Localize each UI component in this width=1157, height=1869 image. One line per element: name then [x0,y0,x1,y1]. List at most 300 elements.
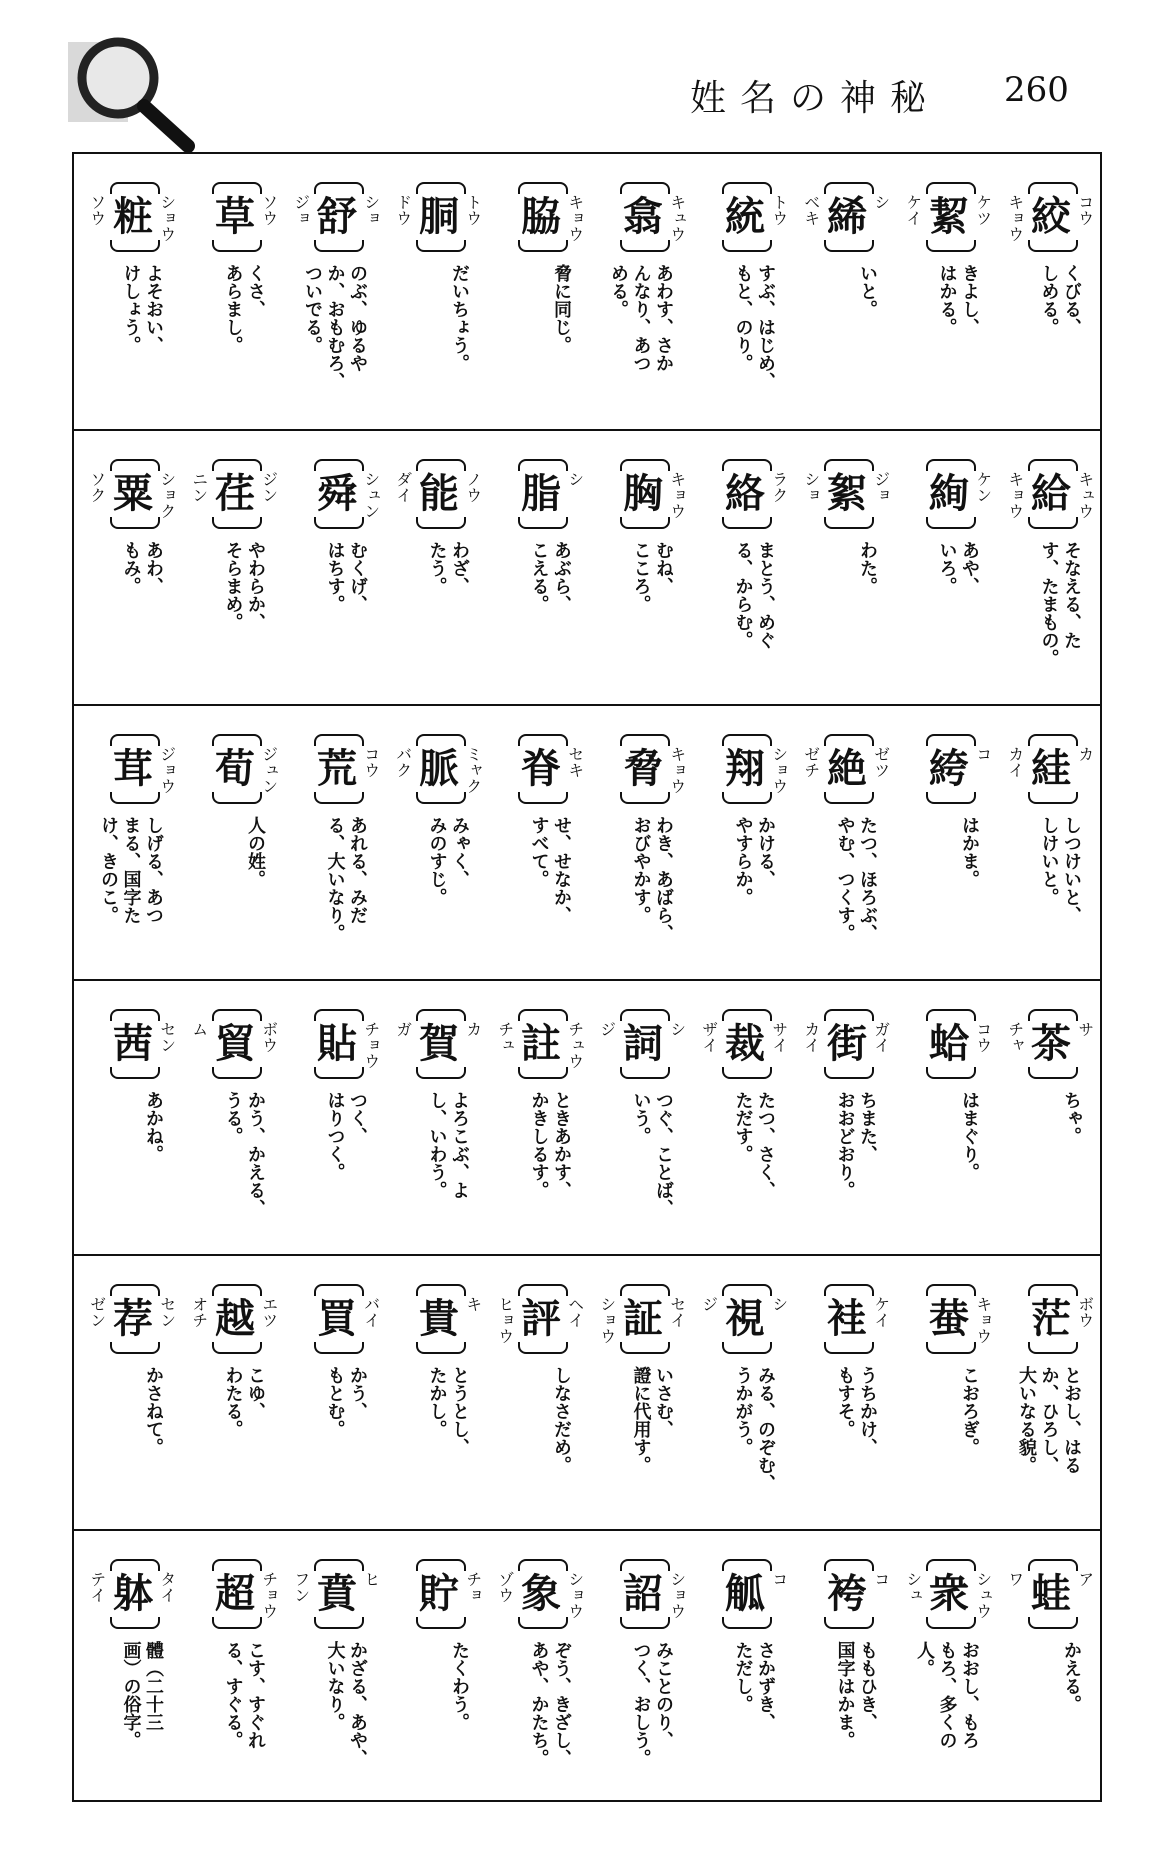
meaning-text: おおし、もろ もろ、多くの 人。 [914,1641,980,1749]
kanji-character: 街 [827,1021,867,1067]
meaning-text: あわ、 もみ。 [120,541,164,595]
meaning-text: 脅に同じ。 [551,264,572,354]
reading-primary: ジン [259,471,279,503]
kanji-bracket [926,459,972,529]
kanji-bracket [722,734,768,804]
magnifier-icon [68,28,208,158]
kanji-bracket [110,734,156,804]
kanji-entry [184,706,285,979]
kanji-entry [796,431,897,704]
reading-primary: バイ [361,1296,381,1328]
kanji-character: 荐 [113,1296,153,1342]
meaning-text: くびる、 しめる。 [1038,264,1082,336]
reading-primary: セイ [667,1296,687,1328]
reading-primary: ショ [361,194,381,226]
reading-primary: キョウ [973,1296,993,1344]
kanji-bracket [722,182,768,252]
kanji-entry [184,1256,285,1529]
kanji-entry [82,1531,183,1804]
kanji-bracket [110,1284,156,1354]
kanji-bracket [620,734,666,804]
kanji-bracket [620,459,666,529]
meaning-text: ぞう、きざし、 あや、かたち。 [528,1641,572,1767]
reading-primary: コ [769,1571,789,1587]
kanji-entry [694,981,795,1254]
kanji-bracket [416,182,462,252]
kanji-bracket [824,459,870,529]
kanji-bracket [926,1559,972,1629]
meaning-text: かける、 やすらか。 [732,816,776,906]
meaning-text: はまぐり。 [959,1091,980,1181]
reading-primary: ヘイ [565,1296,585,1328]
kanji-entry [286,431,387,704]
reading-primary: チョウ [259,1571,279,1619]
reading-primary: シュン [361,471,381,519]
reading-primary: ショウ [667,1571,687,1619]
kanji-bracket [1028,1559,1074,1629]
reading-secondary: ゾウ [495,1571,515,1603]
kanji-character: 觚 [725,1571,765,1617]
kanji-entry [388,1256,489,1529]
reading-secondary: シュ [903,1571,923,1603]
reading-primary: シ [871,194,891,210]
meaning-text: あわす、さか んなり、あつ める。 [608,264,674,372]
kanji-character: 賀 [419,1021,459,1067]
kanji-bracket [416,734,462,804]
reading-primary: ショウ [769,746,789,794]
reading-primary: ソウ [259,194,279,226]
meaning-text: うちかけ、 もすそ。 [834,1366,878,1456]
kanji-bracket [416,459,462,529]
meaning-text: さかずき、 ただし。 [732,1641,776,1731]
kanji-character: 茶 [1031,1021,1071,1067]
kanji-character: 蛬 [929,1296,969,1342]
kanji-entry [796,706,897,979]
reading-primary: ジョ [871,471,891,503]
kanji-character: 袿 [827,1296,867,1342]
meaning-text: やわらか、 そらまめ。 [222,541,266,631]
meaning-text: よそおい、 けしょう。 [120,264,164,354]
meaning-text: はかま。 [959,816,980,888]
meaning-text: たつ、さく、 ただす。 [732,1091,776,1199]
meaning-text: むね、 こころ。 [630,541,674,613]
kanji-character: 蛙 [1031,1571,1071,1617]
meaning-text: 人の姓。 [245,816,266,888]
reading-primary: ノウ [463,471,483,503]
reading-secondary: ドウ [393,194,413,226]
reading-primary: キョウ [667,746,687,794]
entry-row [74,979,1100,1254]
kanji-entry [286,706,387,979]
reading-secondary: ワ [1005,1571,1025,1587]
kanji-entry [388,706,489,979]
meaning-text: ももひき、 国字はかま。 [834,1641,878,1749]
meaning-text: すぶ、はじめ、 もと、のり。 [732,264,776,390]
meaning-text: みことのり、 つく、おしう。 [630,1641,674,1767]
entry-row [74,704,1100,979]
reading-primary: セン [157,1296,177,1328]
kanji-bracket [212,182,258,252]
kanji-bracket [926,1284,972,1354]
kanji-character: 脂 [521,471,561,517]
meaning-text: いと。 [857,264,878,318]
meaning-text: ちゃ。 [1061,1091,1082,1145]
meaning-text: せ、せなか、 すべて。 [528,816,572,924]
reading-primary: コ [871,1571,891,1587]
kanji-character: 給 [1031,471,1071,517]
entry-row [74,154,1100,429]
kanji-character: 貿 [215,1021,255,1067]
meaning-text: あれる、みだ る、大いなり。 [324,816,368,942]
kanji-character: 貼 [317,1021,357,1067]
kanji-bracket [518,459,564,529]
reading-primary: ジョウ [157,746,177,794]
kanji-bracket [824,1559,870,1629]
kanji-bracket [620,182,666,252]
kanji-character: 荒 [317,746,357,792]
kanji-character: 証 [623,1296,663,1342]
kanji-character: 能 [419,471,459,517]
kanji-character: 茫 [1031,1296,1071,1342]
meaning-text: むくげ、 はちす。 [324,541,368,613]
kanji-entry [592,154,693,429]
kanji-character: 統 [725,194,765,240]
page-title: 姓名の神秘 [690,78,941,119]
kanji-bracket [212,1009,258,1079]
kanji-entry [694,154,795,429]
kanji-character: 蛤 [929,1021,969,1067]
reading-primary: カ [463,1021,483,1037]
reading-primary: ゼツ [871,746,891,778]
meaning-text: いさむ、 證に代用す。 [630,1366,674,1474]
reading-primary: コウ [973,1021,993,1053]
kanji-character: 舜 [317,471,357,517]
meaning-text: くさ、 あらまし。 [222,264,266,354]
reading-secondary: カイ [1005,746,1025,778]
kanji-character: 翔 [725,746,765,792]
kanji-character: 荏 [215,471,255,517]
meaning-text: あぶら、 こえる。 [528,541,572,613]
kanji-character: 詞 [623,1021,663,1067]
kanji-entry [592,431,693,704]
kanji-entry [184,154,285,429]
reading-primary: ヒ [361,1571,381,1587]
kanji-bracket [722,1559,768,1629]
kanji-character: 脊 [521,746,561,792]
reading-secondary: ヒョウ [495,1296,515,1344]
kanji-character: 袴 [827,1571,867,1617]
kanji-entry [286,981,387,1254]
reading-primary: ジュン [259,746,279,794]
meaning-text: かう、 もとむ。 [324,1366,368,1438]
reading-secondary: ベキ [801,194,821,226]
kanji-entry [694,1256,795,1529]
kanji-character: 越 [215,1296,255,1342]
kanji-bracket [1028,182,1074,252]
kanji-bracket [824,1009,870,1079]
meaning-text: かう、かえる、 うる。 [222,1091,266,1217]
meaning-text: ときあかす、 かきしるす。 [528,1091,572,1199]
kanji-entry [796,154,897,429]
reading-primary: ガイ [871,1021,891,1053]
kanji-entry [184,431,285,704]
kanji-character: 超 [215,1571,255,1617]
kanji-entry [1000,1531,1101,1804]
meaning-text: のぶ、ゆるや か、おもむろ、 ついでる。 [302,264,368,390]
entry-row [74,1254,1100,1529]
reading-secondary: オチ [189,1296,209,1328]
kanji-bracket [926,1009,972,1079]
kanji-character: 粟 [113,471,153,517]
reading-primary: ケイ [871,1296,891,1328]
meaning-text: つく、 はりつく。 [324,1091,368,1181]
reading-primary: トウ [463,194,483,226]
meaning-text: みる、のぞむ、 うかがう。 [732,1366,776,1492]
meaning-text: あや、 いろ。 [936,541,980,595]
kanji-bracket [212,459,258,529]
kanji-character: 荀 [215,746,255,792]
kanji-bracket [1028,1009,1074,1079]
kanji-entry [490,1256,591,1529]
reading-secondary: ショ [801,471,821,503]
kanji-bracket [620,1284,666,1354]
kanji-character: 躰 [113,1571,153,1617]
reading-secondary: チュ [495,1021,515,1053]
kanji-entry [898,1256,999,1529]
reading-primary: チョウ [361,1021,381,1069]
kanji-entry [1000,154,1101,429]
kanji-entry [592,1531,693,1804]
kanji-entry [82,981,183,1254]
kanji-character: 絝 [929,746,969,792]
kanji-character: 脅 [623,746,663,792]
dictionary-table [72,152,1102,1802]
kanji-character: 絜 [929,194,969,240]
meaning-text: あかね。 [143,1091,164,1163]
meaning-text: だいちょう。 [449,264,470,372]
kanji-entry [796,981,897,1254]
reading-primary: ア [1075,1571,1095,1587]
kanji-bracket [518,1559,564,1629]
reading-primary: エツ [259,1296,279,1328]
kanji-entry [388,1531,489,1804]
kanji-entry [1000,1256,1101,1529]
kanji-entry [898,1531,999,1804]
meaning-text: たつ、ほろぶ、 やむ、つくす。 [834,816,878,942]
kanji-character: 評 [521,1296,561,1342]
meaning-text: ちまた、 おおどおり。 [834,1091,878,1199]
kanji-character: 象 [521,1571,561,1617]
reading-secondary: ジョ [291,194,311,226]
kanji-bracket [824,734,870,804]
kanji-entry [898,431,999,704]
reading-secondary: ケイ [903,194,923,226]
kanji-bracket [110,1559,156,1629]
reading-primary: コ [973,746,993,762]
reading-primary: シ [667,1021,687,1037]
kanji-entry [388,431,489,704]
kanji-bracket [722,1284,768,1354]
reading-secondary: チャ [1005,1021,1025,1053]
kanji-entry [490,431,591,704]
kanji-bracket [110,182,156,252]
kanji-bracket [314,734,360,804]
reading-primary: ラク [769,471,789,503]
kanji-bracket [1028,459,1074,529]
kanji-bracket [314,459,360,529]
reading-primary: ボウ [259,1021,279,1053]
reading-secondary: バク [393,746,413,778]
kanji-bracket [416,1559,462,1629]
reading-primary: シ [565,471,585,487]
kanji-entry [286,1256,387,1529]
kanji-character: 絮 [827,471,867,517]
kanji-character: 貴 [419,1296,459,1342]
reading-primary: ケン [973,471,993,503]
kanji-entry [694,431,795,704]
kanji-entry [592,1256,693,1529]
reading-secondary: ジ [597,1021,617,1037]
kanji-character: 絢 [929,471,969,517]
meaning-text: よろこぶ、よ し、いわう。 [426,1091,470,1199]
kanji-character: 賁 [317,1571,357,1617]
meaning-text: こす、すぐれ る、すぐる。 [222,1641,266,1749]
reading-primary: サイ [769,1021,789,1053]
kanji-entry [796,1256,897,1529]
reading-primary: キュウ [667,194,687,242]
kanji-entry [490,706,591,979]
meaning-text: つぐ、ことば、 いう。 [630,1091,674,1217]
kanji-bracket [722,1009,768,1079]
kanji-entry [490,981,591,1254]
meaning-text: かさねて。 [143,1366,164,1456]
kanji-character: 胸 [623,471,663,517]
kanji-entry [82,1256,183,1529]
kanji-character: 草 [215,194,255,240]
meaning-text: こゆ、 わたる。 [222,1366,266,1438]
kanji-bracket [926,734,972,804]
kanji-character: 粧 [113,194,153,240]
kanji-character: 視 [725,1296,765,1342]
reading-secondary: ダイ [393,471,413,503]
kanji-character: 詔 [623,1571,663,1617]
meaning-text: しげる、あつ まる、国字た け、きのこ。 [98,816,164,924]
kanji-character: 舒 [317,194,357,240]
kanji-character: 胴 [419,194,459,240]
reading-primary: コウ [361,746,381,778]
meaning-text: わき、あばら、 おびやかす。 [630,816,674,942]
kanji-entry [388,981,489,1254]
kanji-bracket [416,1284,462,1354]
kanji-character: 絞 [1031,194,1071,240]
reading-secondary: キョウ [1005,194,1025,242]
kanji-character: 絡 [725,471,765,517]
kanji-bracket [110,1009,156,1079]
kanji-entry [592,981,693,1254]
reading-secondary: ガ [393,1021,413,1037]
reading-secondary: ゼチ [801,746,821,778]
kanji-bracket [926,182,972,252]
kanji-character: 脇 [521,194,561,240]
reading-primary: ケツ [973,194,993,226]
reading-secondary: ソク [87,471,107,503]
reading-secondary: ゼン [87,1296,107,1328]
entry-row [74,429,1100,704]
kanji-character: 衆 [929,1571,969,1617]
reading-secondary: ソウ [87,194,107,226]
kanji-bracket [212,1559,258,1629]
kanji-bracket [518,1284,564,1354]
kanji-bracket [314,1284,360,1354]
kanji-bracket [518,1009,564,1079]
meaning-text: きよし、 はかる。 [936,264,980,336]
kanji-character: 絶 [827,746,867,792]
meaning-text: こおろぎ。 [959,1366,980,1456]
reading-primary: ショウ [157,194,177,242]
kanji-character: 註 [521,1021,561,1067]
kanji-bracket [620,1009,666,1079]
reading-primary: タイ [157,1571,177,1603]
reading-primary: キョウ [667,471,687,519]
kanji-entry [898,154,999,429]
reading-primary: カ [1075,746,1095,762]
kanji-entry [1000,981,1101,1254]
meaning-text: しつけいと、 しけいと。 [1038,816,1082,924]
kanji-entry [898,981,999,1254]
kanji-entry [694,706,795,979]
kanji-entry [286,154,387,429]
reading-primary: トウ [769,194,789,226]
kanji-bracket [1028,734,1074,804]
reading-secondary: ニン [189,471,209,503]
reading-primary: セン [157,1021,177,1053]
kanji-character: 絓 [1031,746,1071,792]
kanji-character: 翕 [623,194,663,240]
reading-primary: シ [769,1296,789,1312]
reading-secondary: ム [189,1021,209,1037]
kanji-character: 裁 [725,1021,765,1067]
kanji-bracket [212,1284,258,1354]
reading-secondary: カイ [801,1021,821,1053]
kanji-bracket [314,1559,360,1629]
reading-primary: シュウ [973,1571,993,1619]
reading-secondary: フン [291,1571,311,1603]
reading-primary: ショク [157,471,177,519]
meaning-text: しなさだめ。 [551,1366,572,1474]
kanji-entry [1000,706,1101,979]
kanji-entry [490,154,591,429]
meaning-text: わた。 [857,541,878,595]
meaning-text: とおし、はる か、ひろし、 大いなる貌。 [1016,1366,1082,1474]
kanji-entry [82,154,183,429]
reading-primary: ミャク [463,746,483,794]
kanji-entry [82,706,183,979]
kanji-character: 貯 [419,1571,459,1617]
kanji-entry [898,706,999,979]
kanji-bracket [722,459,768,529]
meaning-text: かざる、あや、 大いなり。 [324,1641,368,1767]
entry-row [74,1529,1100,1804]
reading-primary: セキ [565,746,585,778]
kanji-entry [286,1531,387,1804]
kanji-character: 脈 [419,746,459,792]
reading-primary: キョウ [565,194,585,242]
kanji-character: 絺 [827,194,867,240]
reading-secondary: ザイ [699,1021,719,1053]
kanji-character: 茜 [113,1021,153,1067]
reading-secondary: ショウ [597,1296,617,1344]
kanji-bracket [212,734,258,804]
